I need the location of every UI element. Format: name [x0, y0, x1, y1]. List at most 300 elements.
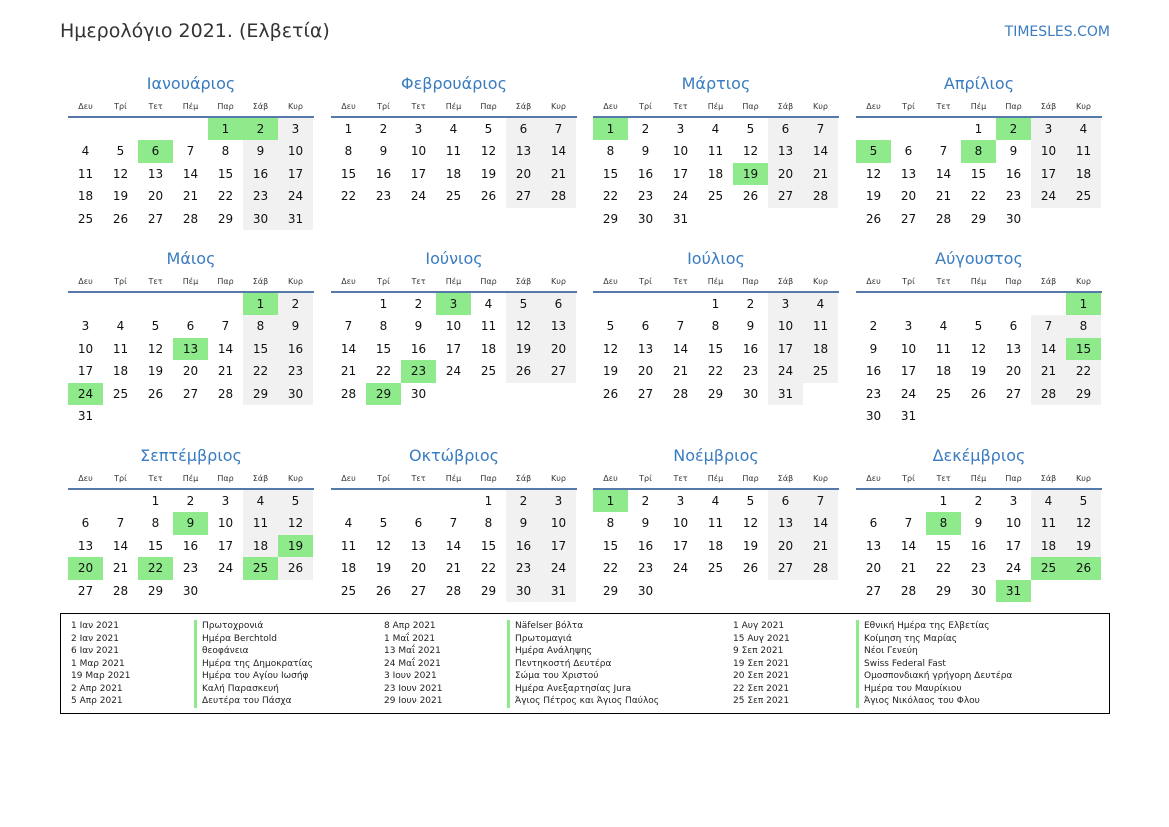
day-cell: 10: [77, 341, 94, 356]
weekday-header: [593, 98, 839, 118]
empty-cell: [173, 118, 208, 140]
day-cell: 12: [742, 144, 759, 159]
day-cell: 7: [1031, 315, 1066, 337]
weekday-label: Παρ: [480, 474, 497, 483]
holiday-name: Ημέρα του Αγίου Ιωσήφ: [194, 670, 313, 683]
month-name: Οκτώβριος: [408, 446, 499, 465]
day-cell: 4: [484, 297, 493, 311]
day-cell: 22: [935, 561, 952, 576]
weekday-header: [593, 273, 839, 293]
weekday-label: Παρ: [742, 277, 759, 286]
weekday-label: Πέμ: [707, 277, 724, 286]
empty-cell: [68, 293, 103, 315]
day-cell: 14: [803, 512, 838, 534]
weekday-label: Τετ: [936, 102, 951, 111]
day-cell: 5: [151, 319, 160, 334]
weekday-label: Πέμ: [445, 102, 462, 111]
holiday-name: Άγιος Πέτρος και Άγιος Παύλος: [507, 695, 659, 708]
day-cell: 15: [970, 166, 987, 181]
weekday-label: Παρ: [480, 102, 497, 111]
day-cell: 23: [182, 561, 199, 576]
holiday-name: Νέοι Γενεύη: [856, 645, 1012, 658]
weekday-label: Τρί: [114, 474, 127, 483]
empty-cell: [68, 490, 103, 512]
holiday-day-cell: 1: [593, 118, 628, 140]
day-cell: 4: [1066, 118, 1101, 140]
day-cell: 21: [217, 364, 234, 379]
day-cell: 30: [742, 386, 759, 401]
weekday-label: Σάβ: [515, 277, 532, 286]
weekday-label: Παρ: [217, 474, 234, 483]
day-cell: 30: [1005, 211, 1022, 226]
month-block: [856, 73, 1102, 230]
holiday-day-cell: 3: [436, 293, 471, 315]
day-cell: 17: [445, 341, 462, 356]
day-cell: 2: [746, 297, 755, 311]
weekday-label: Παρ: [217, 102, 234, 111]
day-cell: 9: [278, 315, 313, 337]
day-cell: 2: [869, 319, 878, 334]
weekday-label: Δευ: [866, 102, 881, 111]
day-cell: 10: [445, 319, 462, 334]
holiday-name: Εθνική Ημέρα της Ελβετίας: [856, 620, 1012, 633]
day-cell: 11: [707, 516, 724, 531]
holiday-day-cell: 25: [243, 557, 278, 579]
day-grid: [68, 118, 314, 230]
day-cell: 3: [904, 319, 913, 334]
day-cell: 1: [711, 297, 720, 311]
empty-cell: [593, 293, 628, 315]
day-cell: 15: [217, 166, 234, 181]
day-cell: 8: [484, 516, 493, 531]
day-cell: 20: [865, 561, 882, 576]
weekday-label: Δευ: [603, 277, 618, 286]
day-cell: 20: [637, 364, 654, 379]
day-cell: 13: [147, 166, 164, 181]
day-cell: 25: [707, 561, 724, 576]
day-cell: 7: [541, 118, 576, 140]
day-cell: 7: [803, 490, 838, 512]
day-cell: 9: [974, 516, 983, 531]
day-cell: 6: [768, 490, 803, 512]
holiday-list: [60, 613, 1110, 714]
day-cell: 29: [1066, 383, 1101, 405]
weekday-label: Σάβ: [252, 474, 269, 483]
day-cell: 29: [935, 583, 952, 598]
day-grid: [856, 118, 1102, 230]
day-cell: 17: [1031, 163, 1066, 185]
day-cell: 25: [112, 386, 129, 401]
weekday-label: Δευ: [866, 277, 881, 286]
day-cell: 30: [410, 386, 427, 401]
day-cell: 24: [445, 364, 462, 379]
empty-cell: [208, 293, 243, 315]
empty-cell: [401, 490, 436, 512]
weekday-header: [68, 470, 314, 490]
weekday-label: Σάβ: [777, 102, 794, 111]
day-cell: 4: [803, 293, 838, 315]
weekday-label: Πέμ: [182, 277, 199, 286]
holiday-date: 29 Ιουν 2021: [384, 696, 443, 706]
day-cell: 8: [221, 144, 230, 159]
day-cell: 31: [77, 408, 94, 423]
weekday-label: Τρί: [114, 277, 127, 286]
weekday-label: Κυρ: [288, 277, 303, 286]
weekday-label: Κυρ: [1076, 474, 1091, 483]
day-cell: 11: [340, 538, 357, 553]
holiday-day-cell: 2: [996, 118, 1031, 140]
holiday-date: 25 Σεπ 2021: [733, 696, 790, 706]
day-cell: 18: [707, 166, 724, 181]
month-name: Ιούνιος: [425, 249, 483, 268]
day-cell: 23: [742, 364, 759, 379]
day-grid: [331, 293, 577, 405]
day-cell: 22: [602, 189, 619, 204]
weekday-label: Δευ: [341, 474, 356, 483]
weekday-label: Παρ: [480, 277, 497, 286]
holiday-date: 20 Σεπ 2021: [733, 671, 790, 681]
empty-cell: [856, 293, 891, 315]
holiday-day-cell: 19: [278, 535, 313, 557]
weekday-header: [593, 470, 839, 490]
weekday-label: Τετ: [673, 102, 688, 111]
day-cell: 15: [602, 166, 619, 181]
day-cell: 19: [602, 364, 619, 379]
day-cell: 1: [484, 494, 493, 508]
holiday-date: 1 Αυγ 2021: [733, 621, 785, 631]
day-cell: 27: [768, 557, 803, 579]
holiday-name: Πρωτοχρονιά: [194, 620, 313, 633]
holiday-date-column: [71, 620, 131, 708]
weekday-label: Δευ: [78, 474, 93, 483]
day-cell: 4: [243, 490, 278, 512]
day-cell: 5: [484, 122, 493, 136]
day-cell: 13: [768, 512, 803, 534]
day-cell: 25: [1066, 185, 1101, 207]
day-cell: 2: [379, 122, 388, 136]
weekday-label: Τρί: [639, 474, 652, 483]
day-cell: 7: [116, 516, 125, 531]
holiday-day-cell: 31: [996, 580, 1031, 602]
day-cell: 7: [939, 144, 948, 159]
day-cell: 26: [742, 561, 759, 576]
weekday-label: Πέμ: [970, 277, 987, 286]
month-block: [593, 73, 839, 230]
weekday-label: Κυρ: [551, 277, 566, 286]
day-cell: 26: [506, 360, 541, 382]
day-cell: 4: [116, 319, 125, 334]
day-cell: 18: [445, 166, 462, 181]
weekday-label: Σάβ: [777, 474, 794, 483]
day-cell: 28: [672, 386, 689, 401]
day-cell: 30: [970, 583, 987, 598]
day-cell: 28: [935, 211, 952, 226]
day-cell: 28: [182, 211, 199, 226]
empty-cell: [663, 293, 698, 315]
day-cell: 23: [637, 189, 654, 204]
day-cell: 25: [480, 364, 497, 379]
holiday-name: Ομοσπονδιακή γρήγορη Δευτέρα: [856, 670, 1012, 683]
day-cell: 7: [344, 319, 353, 334]
weekday-label: Τετ: [936, 474, 951, 483]
weekday-label: Δευ: [341, 277, 356, 286]
holiday-name-column: [194, 620, 313, 708]
month-block: [68, 73, 314, 230]
day-cell: 18: [935, 364, 952, 379]
empty-cell: [103, 490, 138, 512]
day-cell: 26: [742, 189, 759, 204]
weekday-label: Σάβ: [515, 102, 532, 111]
weekday-label: Τετ: [148, 277, 163, 286]
weekday-label: Τρί: [639, 102, 652, 111]
weekday-label: Σάβ: [252, 102, 269, 111]
day-cell: 14: [900, 538, 917, 553]
weekday-header: [68, 273, 314, 293]
day-cell: 31: [541, 580, 576, 602]
empty-cell: [996, 293, 1031, 315]
day-cell: 27: [506, 185, 541, 207]
day-cell: 3: [221, 494, 230, 508]
day-cell: 27: [147, 211, 164, 226]
day-cell: 29: [480, 583, 497, 598]
day-cell: 15: [480, 538, 497, 553]
weekday-header: [331, 98, 577, 118]
day-cell: 22: [1066, 360, 1101, 382]
weekday-header: [856, 98, 1102, 118]
day-grid: [331, 490, 577, 602]
day-cell: 13: [900, 166, 917, 181]
day-cell: 2: [414, 297, 423, 311]
weekday-label: Δευ: [341, 102, 356, 111]
day-cell: 20: [147, 189, 164, 204]
holiday-day-cell: 15: [1066, 338, 1101, 360]
day-cell: 19: [970, 364, 987, 379]
day-cell: 22: [970, 189, 987, 204]
day-cell: 23: [278, 360, 313, 382]
day-cell: 17: [900, 364, 917, 379]
day-cell: 27: [541, 360, 576, 382]
day-cell: 9: [506, 512, 541, 534]
day-cell: 13: [1005, 341, 1022, 356]
weekday-label: Παρ: [217, 277, 234, 286]
day-cell: 21: [803, 535, 838, 557]
day-cell: 26: [278, 557, 313, 579]
day-cell: 21: [672, 364, 689, 379]
day-cell: 17: [672, 166, 689, 181]
day-cell: 4: [711, 494, 720, 508]
month-block: [593, 248, 839, 405]
day-cell: 26: [112, 211, 129, 226]
day-cell: 1: [151, 494, 160, 508]
day-cell: 23: [243, 185, 278, 207]
weekday-label: Τετ: [411, 474, 426, 483]
day-cell: 11: [803, 315, 838, 337]
day-cell: 2: [506, 490, 541, 512]
holiday-name: Πρωτομαγιά: [507, 633, 659, 646]
month-block: [68, 445, 314, 602]
day-cell: 10: [410, 144, 427, 159]
day-cell: 19: [742, 538, 759, 553]
day-cell: 17: [278, 163, 313, 185]
day-cell: 5: [506, 293, 541, 315]
day-cell: 27: [182, 386, 199, 401]
day-cell: 19: [112, 189, 129, 204]
holiday-name: Ημέρα Ανεξαρτησίας Jura: [507, 683, 659, 696]
weekday-label: Παρ: [1005, 474, 1022, 483]
day-cell: 24: [1031, 185, 1066, 207]
holiday-day-cell: 8: [926, 512, 961, 534]
page-title: Ημερολόγιο 2021. (Ελβετία): [60, 20, 330, 42]
day-cell: 5: [1066, 490, 1101, 512]
day-cell: 31: [278, 208, 313, 230]
day-cell: 1: [344, 122, 353, 136]
day-cell: 29: [243, 383, 278, 405]
holiday-day-cell: 29: [366, 383, 401, 405]
holiday-name: Ημέρα Berchtold: [194, 633, 313, 646]
empty-cell: [331, 293, 366, 315]
weekday-label: Τρί: [902, 102, 915, 111]
day-cell: 23: [1005, 189, 1022, 204]
day-cell: 7: [449, 516, 458, 531]
holiday-name: Ημέρα Ανάληψης: [507, 645, 659, 658]
day-cell: 16: [506, 535, 541, 557]
day-cell: 28: [803, 557, 838, 579]
day-cell: 20: [768, 163, 803, 185]
holiday-day-cell: 9: [173, 512, 208, 534]
day-cell: 16: [742, 341, 759, 356]
holiday-day-cell: 19: [733, 163, 768, 185]
day-cell: 3: [676, 494, 685, 508]
day-cell: 7: [186, 144, 195, 159]
day-cell: 28: [900, 583, 917, 598]
day-cell: 20: [768, 535, 803, 557]
day-grid: [331, 118, 577, 208]
day-cell: 3: [1031, 118, 1066, 140]
day-cell: 27: [1005, 386, 1022, 401]
day-cell: 24: [672, 189, 689, 204]
day-cell: 12: [506, 315, 541, 337]
day-cell: 21: [935, 189, 952, 204]
day-cell: 10: [900, 341, 917, 356]
month-name: Απρίλιος: [943, 74, 1015, 93]
holiday-name: Swiss Federal Fast: [856, 658, 1012, 671]
empty-cell: [138, 118, 173, 140]
day-cell: 19: [1066, 535, 1101, 557]
holiday-day-cell: 26: [1066, 557, 1101, 579]
site-link[interactable]: TIMESLES.COM: [1004, 24, 1110, 40]
day-cell: 26: [970, 386, 987, 401]
holiday-date: 9 Σεπ 2021: [733, 646, 784, 656]
day-cell: 6: [869, 516, 878, 531]
day-cell: 3: [768, 293, 803, 315]
holiday-day-cell: 25: [1031, 557, 1066, 579]
day-cell: 16: [637, 166, 654, 181]
empty-cell: [1031, 293, 1066, 315]
empty-cell: [436, 490, 471, 512]
weekday-header: [856, 470, 1102, 490]
day-cell: 31: [672, 211, 689, 226]
weekday-label: Παρ: [742, 474, 759, 483]
day-cell: 22: [375, 364, 392, 379]
day-cell: 6: [904, 144, 913, 159]
weekday-label: Τετ: [411, 277, 426, 286]
day-cell: 24: [217, 561, 234, 576]
day-cell: 4: [711, 122, 720, 136]
day-cell: 16: [1005, 166, 1022, 181]
holiday-date: 22 Σεπ 2021: [733, 683, 790, 694]
month-block: [331, 248, 577, 405]
empty-cell: [68, 118, 103, 140]
weekday-label: Παρ: [1005, 102, 1022, 111]
day-cell: 21: [182, 189, 199, 204]
day-cell: 21: [900, 561, 917, 576]
day-cell: 28: [445, 583, 462, 598]
empty-cell: [103, 118, 138, 140]
day-cell: 12: [278, 512, 313, 534]
weekday-label: Πέμ: [970, 474, 987, 483]
day-cell: 18: [803, 338, 838, 360]
day-cell: 2: [641, 122, 650, 136]
day-cell: 9: [1009, 144, 1018, 159]
day-cell: 17: [768, 338, 803, 360]
holiday-name: Καλή Παρασκευή: [194, 683, 313, 696]
day-cell: 5: [746, 122, 755, 136]
weekday-label: Δευ: [78, 102, 93, 111]
weekday-label: Τετ: [411, 102, 426, 111]
day-cell: 16: [243, 163, 278, 185]
day-cell: 15: [375, 341, 392, 356]
holiday-name: Σώμα του Χριστού: [507, 670, 659, 683]
day-cell: 12: [742, 516, 759, 531]
empty-cell: [891, 490, 926, 512]
day-grid: [856, 293, 1102, 427]
day-cell: 2: [186, 494, 195, 508]
weekday-label: Δευ: [603, 102, 618, 111]
day-cell: 14: [672, 341, 689, 356]
day-cell: 20: [900, 189, 917, 204]
weekday-label: Κυρ: [551, 102, 566, 111]
holiday-date: 23 Ιουν 2021: [384, 683, 443, 694]
holiday-date: 8 Απρ 2021: [384, 621, 436, 631]
holiday-name: Δευτέρα του Πάσχα: [194, 695, 313, 708]
day-cell: 15: [340, 166, 357, 181]
day-cell: 10: [541, 512, 576, 534]
day-cell: 12: [1066, 512, 1101, 534]
day-cell: 17: [217, 538, 234, 553]
empty-cell: [926, 118, 961, 140]
day-cell: 8: [243, 315, 278, 337]
day-cell: 21: [445, 561, 462, 576]
day-cell: 8: [606, 516, 615, 531]
day-cell: 27: [77, 583, 94, 598]
weekday-label: Κυρ: [1076, 277, 1091, 286]
day-cell: 6: [768, 118, 803, 140]
day-cell: 8: [344, 144, 353, 159]
day-grid: [593, 118, 839, 230]
holiday-day-cell: 6: [138, 140, 173, 162]
day-cell: 12: [375, 538, 392, 553]
day-cell: 26: [480, 189, 497, 204]
weekday-label: Κυρ: [813, 474, 828, 483]
day-cell: 30: [278, 383, 313, 405]
day-cell: 19: [506, 338, 541, 360]
day-cell: 16: [182, 538, 199, 553]
day-cell: 2: [974, 494, 983, 508]
day-cell: 15: [147, 538, 164, 553]
day-cell: 5: [278, 490, 313, 512]
day-cell: 20: [506, 163, 541, 185]
day-cell: 16: [637, 538, 654, 553]
